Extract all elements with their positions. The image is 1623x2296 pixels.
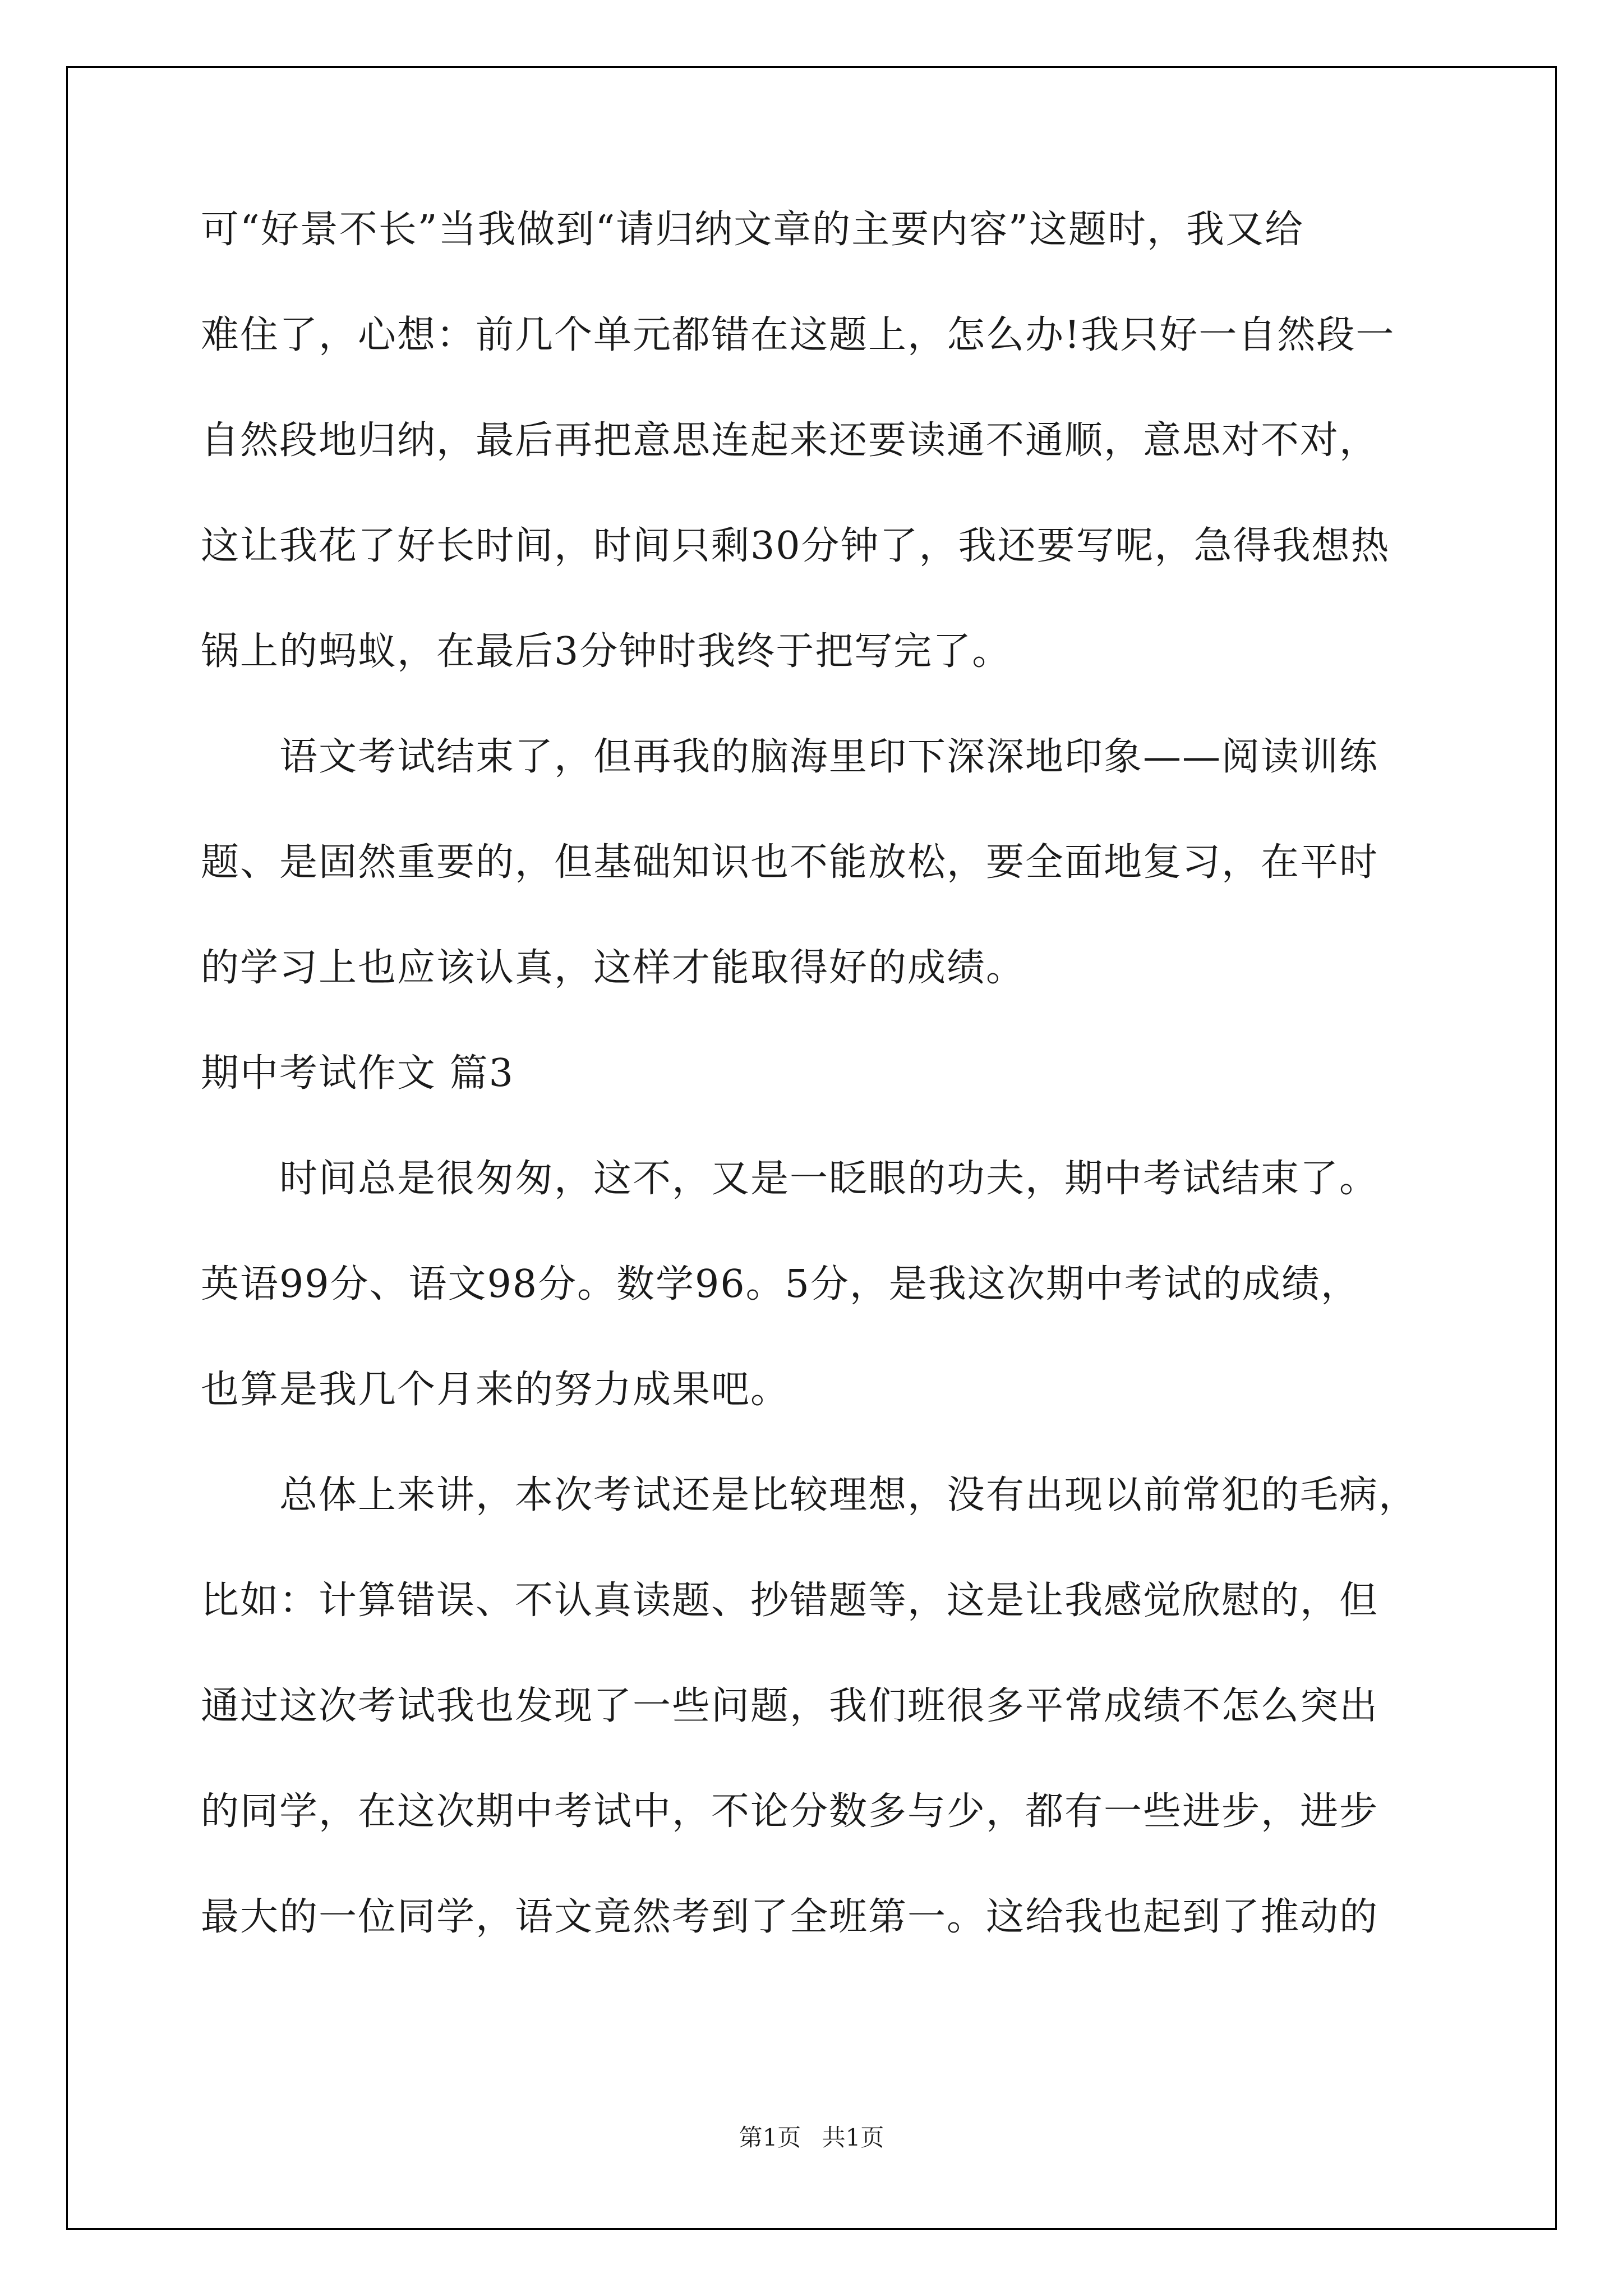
page-number: 第1页 <box>739 2124 801 2151</box>
text-line: 通过这次考试我也发现了一些问题，我们班很多平常成绩不怎么突出 <box>201 1684 1379 1728</box>
text-line: 锅上的蚂蚁，在最后3分钟时我终于把写完了。 <box>201 629 1012 674</box>
text-line: 题、是固然重要的，但基础知识也不能放松，要全面地复习，在平时 <box>201 840 1379 885</box>
text-line: 英语99分、语文98分。数学96。5分，是我这次期中考试的成绩， <box>201 1262 1360 1306</box>
text-line: 也算是我几个月来的努力成果吧。 <box>201 1368 790 1412</box>
page-total: 共1页 <box>822 2124 884 2151</box>
text-line: 自然段地归纳，最后再把意思连起来还要读通不通顺，意思对不对， <box>201 418 1379 463</box>
section-heading: 期中考试作文 篇3 <box>201 1051 514 1096</box>
text-line: 可“好景不长”当我做到“请归纳文章的主要内容”这题时，我又给 <box>201 208 1304 252</box>
text-line: 语文考试结束了，但再我的脑海里印下深深地印象——阅读训练 <box>201 735 1379 779</box>
text-line: 的学习上也应该认真，这样才能取得好的成绩。 <box>201 946 1026 990</box>
text-line: 比如：计算错误、不认真读题、抄错题等，这是让我感觉欣慰的，但 <box>201 1579 1379 1623</box>
text-line: 总体上来讲，本次考试还是比较理想，没有出现以前常犯的毛病， <box>201 1473 1418 1517</box>
text-line: 最大的一位同学，语文竟然考到了全班第一。这给我也起到了推动的 <box>201 1895 1379 1939</box>
text-line: 时间总是很匆匆，这不，又是一眨眼的功夫，期中考试结束了。 <box>201 1157 1379 1201</box>
page-footer <box>0 2124 1623 2152</box>
text-line: 难住了，心想：前几个单元都错在这题上，怎么办!我只好一自然段一 <box>201 313 1395 357</box>
document-body <box>201 208 1457 1940</box>
text-line: 的同学，在这次期中考试中，不论分数多与少，都有一些进步，进步 <box>201 1789 1379 1834</box>
text-line: 这让我花了好长时间，时间只剩30分钟了，我还要写呢，急得我想热 <box>201 524 1390 568</box>
